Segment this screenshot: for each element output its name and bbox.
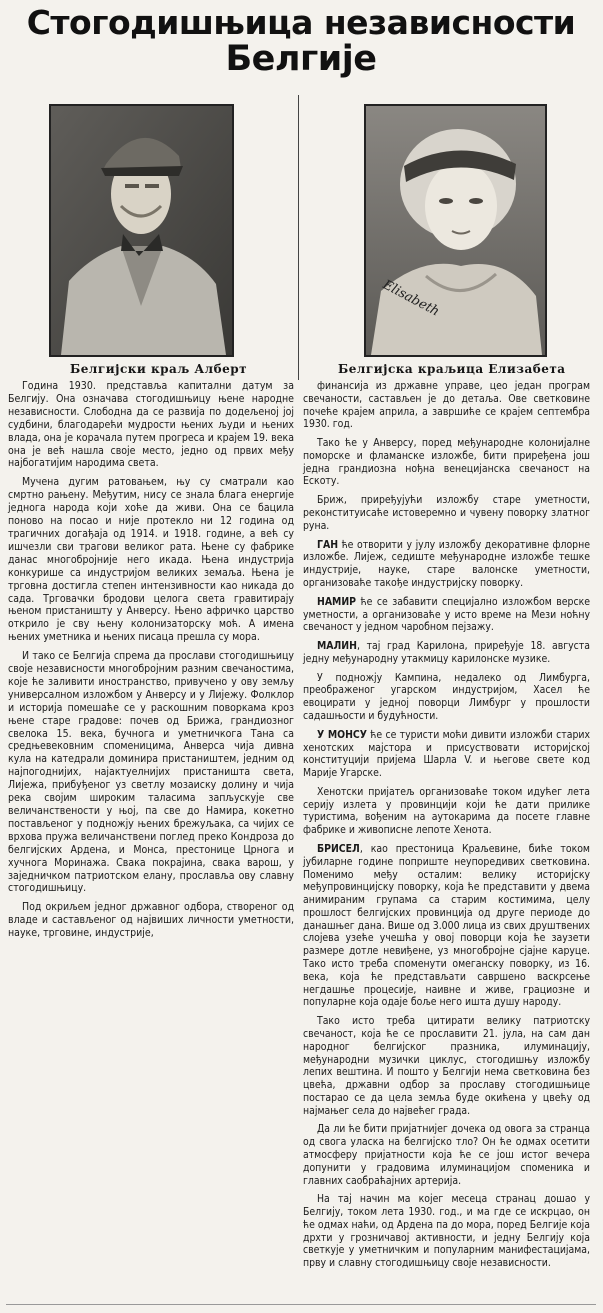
paragraph	[303, 1193, 590, 1270]
paragraph	[303, 494, 590, 532]
paragraph: Мучена дугим ратовањем, њу су сматрали као смртно рањену. Међутим, нису се знала блага енергије једнога народа који хоће да живи. Она се бацила поново на посао и није протекло ни 12 година од трагичних догађаја од 1914. и 1918. године, а већ су ишчезли сви трагови великог рата. Њене су фабрике данас многобројније него икада. Њена индустрија конкурише са индустријом великих земаља. Њена је трговна достигла степен интензивности као никада до сада. Трговачки бродови целога света гравитирају њеном пристаништу у Анверсу. Њено афричко царство открило је сву њену колонизаторску моћ. А имена њених уметника и њених писаца прешла су мора.	[8, 476, 294, 644]
paragraph-text: У подножју Кампина, недалеко од Лимбурга, преображеног угарском индустријом, Хасел ће евоцирати у једној поворци Лимбург у прошлости садашњости и будућности.	[303, 671, 590, 722]
paragraph	[303, 672, 590, 723]
left-column	[8, 380, 294, 946]
paragraph: Година 1930. представља капитални датум за Белгију. Она означава стогодишњицу њене народне независности. Слободна да се развија по додељеној јој судбини, благодарећи мудрости њених људи и њених влада, она је корачала путем прогреса и крајем 19. века она је већ нашла своје место, једно од првих међу најбогатијим народима света.	[8, 380, 294, 470]
paragraph	[303, 380, 590, 431]
paragraph	[303, 1015, 590, 1117]
paragraph-text: Хенотски пријатељ организоваће током идућег лета серију излета у провинцији који ће дати прилике туристима, вођеним на аутокарима да посете главне фабрике и живописне лепоте Хенота.	[303, 785, 590, 837]
queen-portrait	[366, 106, 545, 355]
paragraph-text: На тај начин ма којег месеца странац дошао у Белгију, током лета 1930. год., и ма где се искрцао, он ће одмах наћи, од Ардена па до мора, поред Белгије која дрхти у грозничавој активности, и једну Белгију која светкује у уметничким и популарним манифестацијама, прву и славну стогодишњицу своје независности.	[303, 1193, 590, 1270]
paragraph-lead: МАЛИН	[317, 640, 357, 653]
paragraph	[303, 539, 590, 590]
photo-divider	[298, 95, 299, 380]
photo-king-albert	[49, 104, 234, 357]
paragraph	[303, 729, 590, 780]
paragraph: Под окриљем једног државног одбора, створеног од владе и састављеног од највиших личности уметности, науке, трговине, индустрије,	[8, 901, 294, 940]
title-line-2: Белгије	[225, 39, 377, 79]
paragraph-text: Тако исто треба цитирати велику патриотску свечаност, која ће се прославити 21. јула, на сам дан народног белгијског празника, илуминацију, међународни музички циклус, стогодишњу изложбу лепих вештина. И пошто у Белгији нема светковина без цвећа, државни одбор за прославу стогодишњице постарао се да цела земља буде окићена у цвећу од најмањег села до највећег града.	[303, 1015, 590, 1117]
paragraph-text: Бриж, приређујући изложбу старе уметности, реконституисаће истоверемно и чувену поворку златног руна.	[303, 494, 590, 532]
paragraph-text: Тако ће у Анверсу, поред међународне колонијалне поморске и фламанске изложбе, бити приређена још једна грандиозна нођна венецијанска свечаност на Ескоту.	[303, 437, 590, 488]
paragraph	[303, 640, 590, 666]
paragraph	[303, 1123, 590, 1187]
paragraph-text: ће се забавити специјално изложбом верске уметности, а организоваће у исто време на Мези ноћну свечаност у једном чаробном пејзажу.	[303, 595, 590, 634]
paragraph-lead: ГАН	[317, 538, 339, 551]
photo-signature: Elisabeth	[380, 277, 442, 320]
article-title	[6, 4, 596, 78]
paragraph-text: Да ли ће бити пријатнијег дочека од овога за странца од свога уласка на белгијско тло? Он ће одмах осетити атмосферу пријатности која ће се још истог вечера допунити у градовима илуминацијом споменика и главних саобраћајних артерија.	[303, 1123, 590, 1187]
king-portrait	[51, 106, 232, 355]
caption-king: Белгијски краљ Алберт	[70, 362, 248, 376]
paragraph-text: , тај град Карилона, приређује 18. августа једну међународну утакмицу карилонске музике.	[303, 640, 590, 665]
caption-queen: Белгијска краљица Елизабета	[338, 362, 566, 376]
paragraph-lead: НАМИР	[317, 595, 357, 608]
paragraph	[303, 843, 590, 1009]
paragraph-text: , као престоница Краљевине, биће током јубиларне године поприште неупоредивих светковина. Поменимо међу осталим: велику историјску међупровинцијску поворку, која ће представити у двема анимираним групама са старим костимима, целу прошлост белгијских провинција од друге периоде до данашњег дана. Више од 3.000 лица из свих друштвених слојева узеће учешћа у овој поворци која ће заузети размере дотле невиђене, уз многобројне сјајне каруце. Тако исто треба споменути омеганску поворку, из 16. века, која ће представљати савршено васкрсење негдашње процесије, наивне и живе, грациозне и популарне која одаје боље него ишта душу народу.	[303, 843, 590, 1009]
paragraph-lead: БРИСЕЛ	[317, 843, 360, 855]
paragraph	[303, 596, 590, 634]
paragraph: И тако се Белгија спрема да прослави стогодишњицу своје независности многобројним разним свечаностима, које ће заливити иностранство, привучено у ову земљу универсалном изложбом у Анверсу и у Лијежу. Фолклор и историја помешаће се у раскошним поворкама кроз њене старе градове: почев од Брижа, грандиозног свелока 15. века, бучнога и уметничкога Тана са средњевековним споменицима, Анверса чија дивна кула на катедрали доминира пристаништем, једним од најпогоднијих, најактуелнијих пристаништа света, Лијежа, прибуђеног уз светлу мозаиску долину и чија река својим широким таласима запљускује све величанствености у њој, па све до Намира, кокетно постављеног у подножју њених брежуљака, са чијих се врхова пружа величанствени поглед преко Кондроза до белгијских Ардена, и Монса, престонице Црнога и хучнога Моринажа. Свака покрајина, свака варош, у заједничком патриотском елану, прославља ову славну стогодишњицу.	[8, 650, 294, 895]
paragraph-lead: У МОНСУ	[317, 728, 367, 741]
bottom-rule	[6, 1304, 596, 1305]
paragraph	[303, 437, 590, 488]
right-column	[303, 380, 590, 1276]
photo-queen-elisabeth	[364, 104, 547, 357]
paragraph-text: ће се туристи моћи дивити изложби старих хенотских мајстора и присуствовати историјској конституцији пријема Шарла V. и његове свете код Марије Угарске.	[303, 728, 591, 780]
paragraph	[303, 786, 590, 837]
title-line-1: Стогодишњица независности	[26, 3, 576, 42]
paragraph-text: ће отворити у јулу изложбу декоративне флорне изложбе. Лијеж, седиште међународне изложбе тешке индустрије, науке, старе валонске уметности, организоваће такође индустријску поворку.	[303, 538, 590, 589]
paragraph-text: финансија из државне управе, цео један програм свечаности, састављен је до детаља. Ове светковине почеће крајем априла, а завршиће се крајем септембра 1930. год.	[303, 380, 590, 431]
